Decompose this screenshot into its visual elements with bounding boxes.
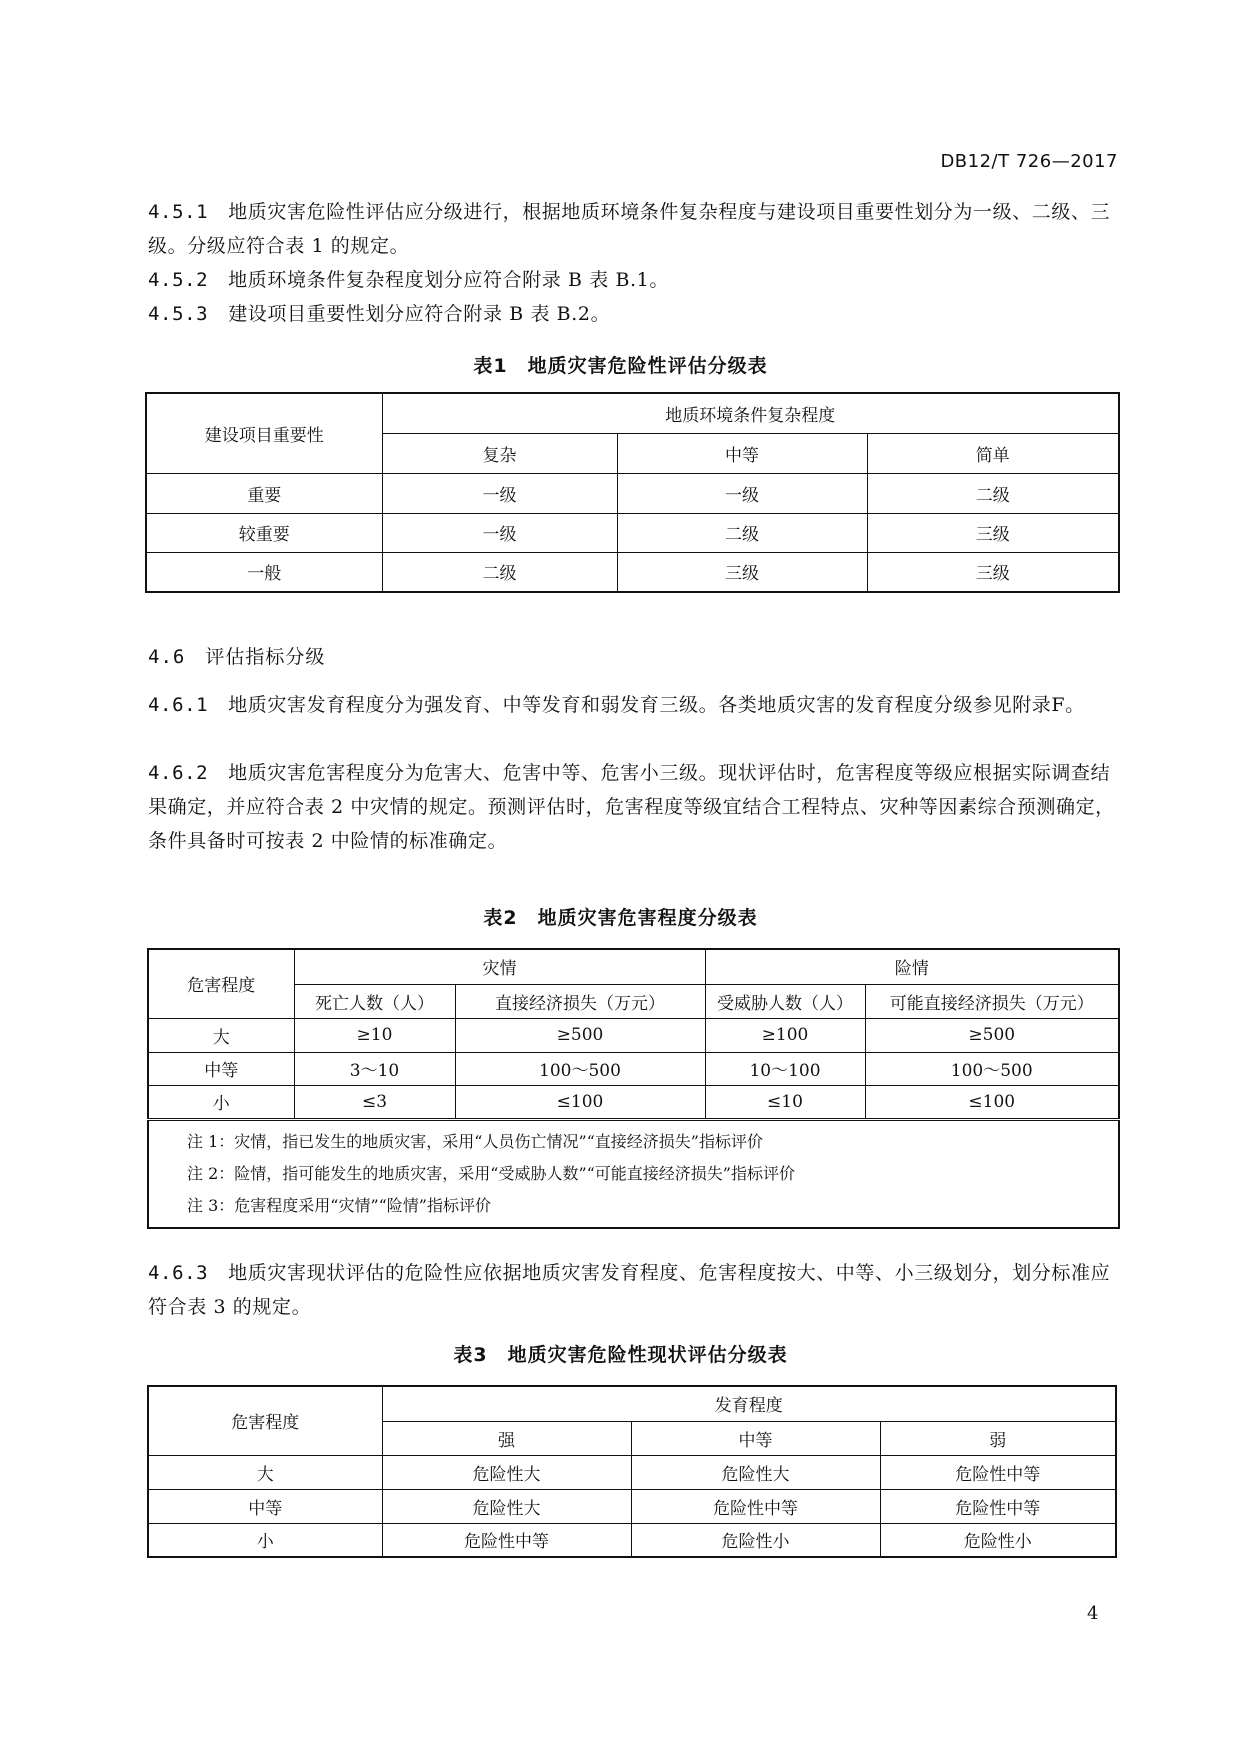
table-row — [148, 1018, 1119, 1052]
page-number: 4 — [1087, 1603, 1099, 1624]
table2-notes — [148, 1119, 1119, 1228]
table-cell: 三级 — [617, 552, 867, 592]
table-cell: 二级 — [382, 552, 617, 592]
table2-col-header: 可能直接经济损失（万元） — [865, 984, 1119, 1018]
table3-row-header: 危害程度 — [148, 1386, 382, 1455]
row-label: 小 — [148, 1085, 294, 1119]
table1-col-header: 复杂 — [382, 433, 617, 473]
row-label: 重要 — [146, 473, 382, 513]
table-cell: ≤100 — [455, 1085, 705, 1119]
table-row — [146, 513, 1119, 552]
row-label: 大 — [148, 1455, 382, 1489]
table-cell: ≤3 — [294, 1085, 455, 1119]
table-row — [146, 473, 1119, 513]
table2-group-danger: 险情 — [705, 949, 1119, 984]
table-title: 地质灾害危害程度分级表 — [537, 907, 758, 929]
row-label: 较重要 — [146, 513, 382, 552]
table3-caption — [0, 1340, 1241, 1367]
table-note: 注 2：险情，指可能发生的地质灾害，采用“受威胁人数”“可能直接经济损失”指标评价 — [187, 1163, 795, 1183]
paragraph-4-6-1 — [148, 688, 1118, 722]
table-cell: ≥100 — [705, 1018, 865, 1052]
table-row — [148, 1455, 1116, 1489]
clause-number: 4.5.2 — [148, 269, 209, 291]
table-cell: 100～500 — [865, 1052, 1119, 1085]
clause-number: 4.6.1 — [148, 694, 209, 716]
table1-col-header: 中等 — [617, 433, 867, 473]
table-cell: 危险性小 — [631, 1523, 880, 1557]
table-cell: 危险性中等 — [631, 1489, 880, 1523]
paragraph-4-6-3 — [148, 1256, 1118, 1324]
table1-row-header: 建设项目重要性 — [146, 393, 382, 473]
paragraph-4-5-3 — [148, 297, 1118, 331]
clause-number: 4.5.3 — [148, 303, 209, 325]
row-label: 一般 — [146, 552, 382, 592]
table3-col-header: 中等 — [631, 1421, 880, 1455]
table-title: 地质灾害危险性现状评估分级表 — [507, 1344, 788, 1366]
section-4-6-heading — [148, 642, 325, 669]
table-number: 表1 — [473, 355, 508, 377]
table-cell: 危险性中等 — [880, 1489, 1116, 1523]
table-cell: 10～100 — [705, 1052, 865, 1085]
clause-text: 地质灾害发育程度分为强发育、中等发育和弱发育三级。各类地质灾害的发育程度分级参见附录F。 — [228, 694, 1085, 716]
table-cell: ≤100 — [865, 1085, 1119, 1119]
row-label: 中等 — [148, 1052, 294, 1085]
table-note: 注 1：灾情，指已发生的地质灾害，采用“人员伤亡情况”“直接经济损失”指标评价 — [187, 1131, 763, 1151]
table2-row-header: 危害程度 — [148, 949, 294, 1018]
table-cell: 二级 — [867, 473, 1119, 513]
table-row — [148, 1523, 1116, 1557]
clause-text: 地质灾害危险性评估应分级进行，根据地质环境条件复杂程度与建设项目重要性划分为一级、二级、三级。分级应符合表 1 的规定。 — [148, 201, 1111, 257]
row-label: 小 — [148, 1523, 382, 1557]
clause-text: 地质环境条件复杂程度划分应符合附录 B 表 B.1。 — [228, 269, 669, 291]
section-title: 评估指标分级 — [205, 646, 326, 668]
table1-caption — [0, 351, 1241, 378]
table2-col-header: 死亡人数（人） — [294, 984, 455, 1018]
table-cell: 一级 — [382, 513, 617, 552]
table-cell: 三级 — [867, 552, 1119, 592]
table-cell: ≥500 — [865, 1018, 1119, 1052]
table2-col-header: 受威胁人数（人） — [705, 984, 865, 1018]
table3-col-header: 强 — [382, 1421, 631, 1455]
table-row — [148, 1489, 1116, 1523]
clause-text: 地质灾害危害程度分为危害大、危害中等、危害小三级。现状评估时，危害程度等级应根据实际调查结果确定，并应符合表 2 中灾情的规定。预测评估时，危害程度等级宜结合工程特点、灾种等因素综合预测确定，条件具备时可按表 2 中险情的标准确定。 — [148, 762, 1115, 852]
table-cell: 危险性大 — [382, 1455, 631, 1489]
table-title: 地质灾害危险性评估分级表 — [527, 355, 768, 377]
table-note: 注 3：危害程度采用“灾情”“险情”指标评价 — [187, 1195, 491, 1215]
table2-caption — [0, 903, 1241, 930]
table-cell: 危险性中等 — [880, 1455, 1116, 1489]
table-cell: 危险性大 — [631, 1455, 880, 1489]
table-row — [148, 1052, 1119, 1085]
clause-number: 4.5.1 — [148, 201, 209, 223]
table3 — [147, 1385, 1117, 1558]
table-cell: 三级 — [867, 513, 1119, 552]
table-number: 表3 — [453, 1344, 488, 1366]
row-label: 大 — [148, 1018, 294, 1052]
table-cell: ≤10 — [705, 1085, 865, 1119]
table3-col-header: 弱 — [880, 1421, 1116, 1455]
table-cell: 危险性中等 — [382, 1523, 631, 1557]
table-cell: 3～10 — [294, 1052, 455, 1085]
clause-number: 4.6.2 — [148, 762, 209, 784]
table2-col-header: 直接经济损失（万元） — [455, 984, 705, 1018]
section-number: 4.6 — [148, 646, 186, 668]
table-row — [148, 1085, 1119, 1119]
table-cell: ≥10 — [294, 1018, 455, 1052]
paragraph-4-5-1 — [148, 195, 1118, 263]
table-cell: 一级 — [617, 473, 867, 513]
standard-code: DB12/T 726—2017 — [940, 151, 1118, 172]
table-cell: 危险性大 — [382, 1489, 631, 1523]
clause-number: 4.6.3 — [148, 1262, 209, 1284]
table1-col-header: 简单 — [867, 433, 1119, 473]
paragraph-4-5-2 — [148, 263, 1118, 297]
table1 — [145, 392, 1120, 593]
table-cell: 二级 — [617, 513, 867, 552]
table1-group-header: 地质环境条件复杂程度 — [382, 393, 1119, 433]
row-label: 中等 — [148, 1489, 382, 1523]
table-cell: 一级 — [382, 473, 617, 513]
table3-group-header: 发育程度 — [382, 1386, 1116, 1421]
table-row — [146, 552, 1119, 592]
table-cell: ≥500 — [455, 1018, 705, 1052]
table-cell: 危险性小 — [880, 1523, 1116, 1557]
clause-text: 建设项目重要性划分应符合附录 B 表 B.2。 — [228, 303, 611, 325]
table2 — [147, 948, 1120, 1229]
table2-group-disaster: 灾情 — [294, 949, 705, 984]
table-number: 表2 — [483, 907, 518, 929]
clause-text: 地质灾害现状评估的危险性应依据地质灾害发育程度、危害程度按大、中等、小三级划分，划分标准应符合表 3 的规定。 — [148, 1262, 1111, 1318]
paragraph-4-6-2 — [148, 756, 1118, 858]
table-cell: 100～500 — [455, 1052, 705, 1085]
